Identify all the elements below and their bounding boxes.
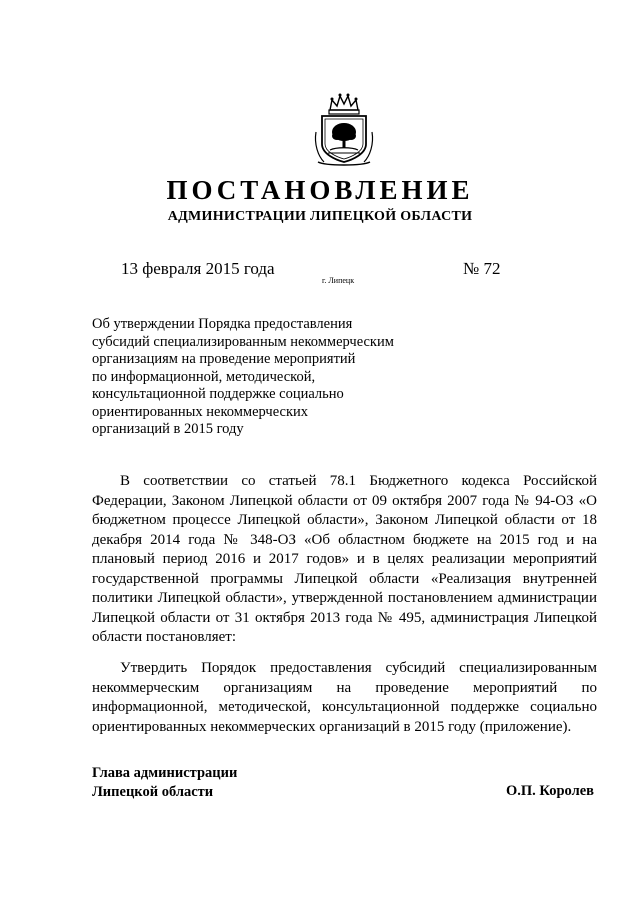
subject-line: субсидий специализированным некоммерческим (92, 333, 394, 350)
subject-line: организациям на проведение мероприятий (92, 351, 356, 367)
document-title: ПОСТАНОВЛЕНИЕ (166, 175, 474, 205)
signature-name: О.П. Королев (506, 783, 594, 799)
document-number: № 72 (463, 259, 501, 278)
signature-position-line: Липецкой области (92, 784, 214, 800)
body-paragraph: Утвердить Порядок предоставления субсидий специализированным некоммерческим организациям на проведение мероприятий по информационной, методической, консультационной поддержке социально ориентированных некоммерческих организаций в 2015 году (приложение). (92, 660, 597, 735)
signature-position-line: Глава администрации (92, 765, 238, 781)
document-subject (92, 316, 432, 439)
subject-line: консультационной поддержке социально (92, 386, 344, 402)
document-date: 13 февраля 2015 года (121, 259, 275, 278)
subject-line: ориентированных некоммерческих (92, 403, 309, 420)
subject-line: организаций в 2015 году (92, 421, 244, 437)
subject-line: Об утверждении Порядка предоставления (92, 316, 353, 332)
coat-of-arms-icon (312, 92, 376, 168)
signature-position (92, 764, 237, 802)
body-paragraph: В соответствии со статьей 78.1 Бюджетного кодекса Российской Федерации, Законом Липецкой области от 09 октября 2007 года № 94-ОЗ «О бюджетном процессе Липецкой области», Законом Липецкой области от 18 декабря 2014 года № 348-ОЗ «Об областном бюджете на 2015 год и на плановый период 2016 и 2017 годов» и в целях реализации мероприятий государственной программы Липецкой области «Реализация внутренней политики Липецкой области», утвержденной постановлением администрации Липецкой области от 31 октября 2013 года № 495, администрация Липецкой области постановляет: (92, 473, 597, 645)
document-subtitle: АДМИНИСТРАЦИИ ЛИПЕЦКОЙ ОБЛАСТИ (167, 209, 473, 224)
document-city: г. Липецк (322, 276, 355, 285)
subject-line: по информационной, методической, (92, 368, 316, 385)
